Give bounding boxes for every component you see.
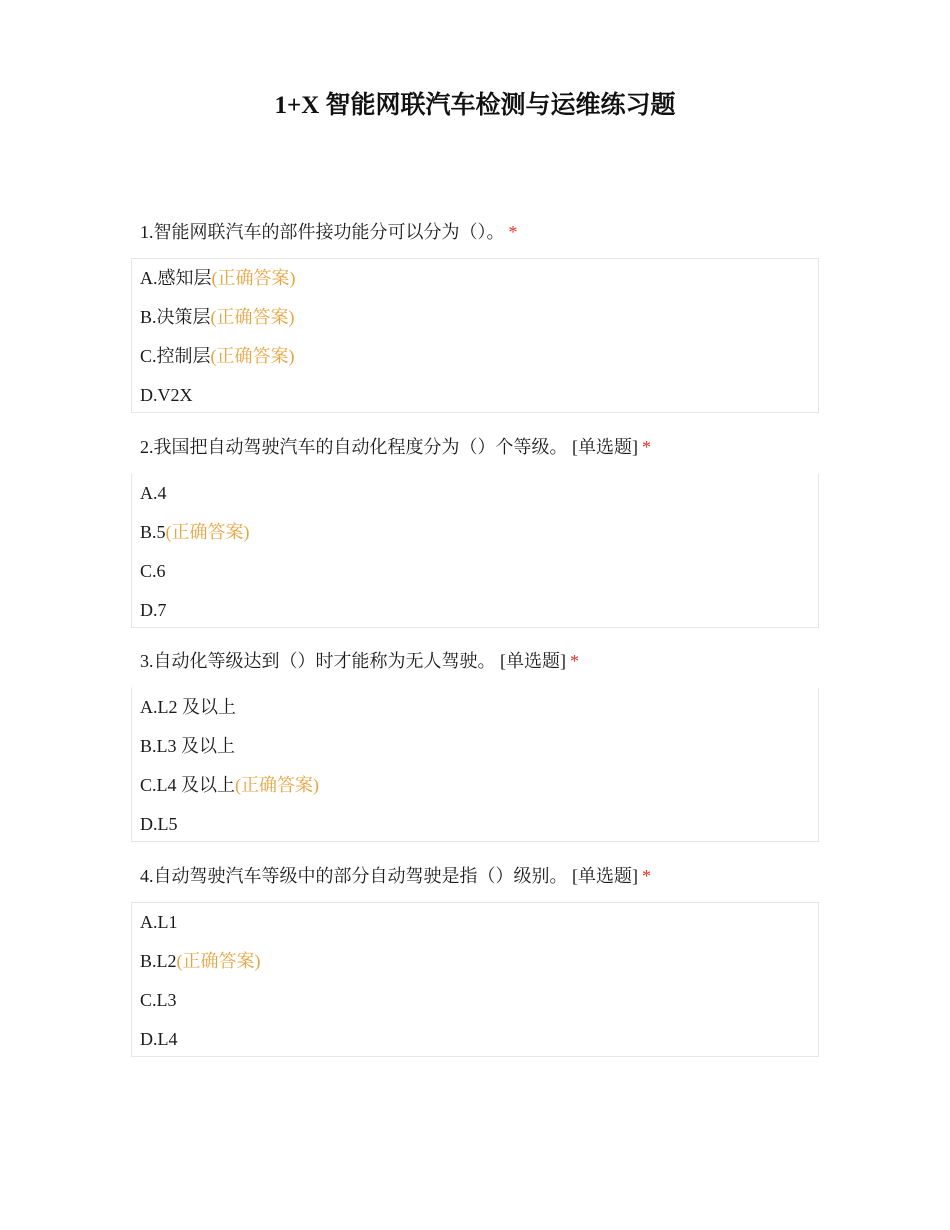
option-label: B.5 xyxy=(140,522,166,542)
option-item[interactable] xyxy=(132,907,818,946)
question-text xyxy=(131,434,819,460)
option-item[interactable] xyxy=(132,556,818,595)
required-mark: * xyxy=(642,866,651,886)
option-label: D.L5 xyxy=(140,814,178,834)
question-label: 4.自动驾驶汽车等级中的部分自动驾驶是指（）级别。 [单选题] xyxy=(140,866,638,886)
option-item[interactable] xyxy=(132,985,818,1024)
option-label: A.L2 及以上 xyxy=(140,697,236,717)
option-item[interactable] xyxy=(132,946,818,985)
correct-answer-tag: (正确答案) xyxy=(211,268,296,288)
options-box xyxy=(131,258,819,413)
option-label: A.4 xyxy=(140,483,167,503)
option-item[interactable] xyxy=(132,302,818,341)
options-box xyxy=(131,687,819,842)
option-label: A.感知层 xyxy=(140,268,212,288)
option-item[interactable] xyxy=(132,595,818,634)
option-label: B.L3 及以上 xyxy=(140,736,236,756)
required-mark: * xyxy=(570,651,579,671)
options-box xyxy=(131,902,819,1057)
correct-answer-tag: (正确答案) xyxy=(176,951,261,971)
correct-answer-tag: (正确答案) xyxy=(210,346,295,366)
option-item[interactable] xyxy=(132,263,818,302)
question-text xyxy=(131,863,819,889)
question-block xyxy=(131,863,819,1057)
question-label: 1.智能网联汽车的部件接功能分可以分为（）。 xyxy=(140,222,505,242)
option-label: D.V2X xyxy=(140,385,193,405)
option-item[interactable] xyxy=(132,692,818,731)
question-block xyxy=(131,648,819,842)
option-label: B.决策层 xyxy=(140,307,211,327)
question-label: 3.自动化等级达到（）时才能称为无人驾驶。 [单选题] xyxy=(140,651,566,671)
question-block xyxy=(131,219,819,413)
correct-answer-tag: (正确答案) xyxy=(235,775,320,795)
question-text xyxy=(131,648,819,674)
option-label: C.L4 及以上 xyxy=(140,775,236,795)
option-item[interactable] xyxy=(132,1024,818,1063)
option-label: C.6 xyxy=(140,561,166,581)
option-label: D.L4 xyxy=(140,1029,178,1049)
option-label: A.L1 xyxy=(140,912,178,932)
options-box xyxy=(131,473,819,628)
page-title: 1+X 智能网联汽车检测与运维练习题 xyxy=(274,92,676,119)
option-item[interactable] xyxy=(132,809,818,848)
required-mark: * xyxy=(642,437,651,457)
question-block xyxy=(131,434,819,628)
option-item[interactable] xyxy=(132,731,818,770)
question-text xyxy=(131,219,819,245)
option-label: C.L3 xyxy=(140,990,177,1010)
option-label: C.控制层 xyxy=(140,346,211,366)
option-item[interactable] xyxy=(132,517,818,556)
option-label: B.L2 xyxy=(140,951,177,971)
required-mark: * xyxy=(508,222,518,242)
option-label: D.7 xyxy=(140,600,167,620)
option-item[interactable] xyxy=(132,380,818,419)
correct-answer-tag: (正确答案) xyxy=(165,522,250,542)
correct-answer-tag: (正确答案) xyxy=(210,307,295,327)
option-item[interactable] xyxy=(132,770,818,809)
question-label: 2.我国把自动驾驶汽车的自动化程度分为（）个等级。 [单选题] xyxy=(140,437,638,457)
option-item[interactable] xyxy=(132,341,818,380)
option-item[interactable] xyxy=(132,478,818,517)
